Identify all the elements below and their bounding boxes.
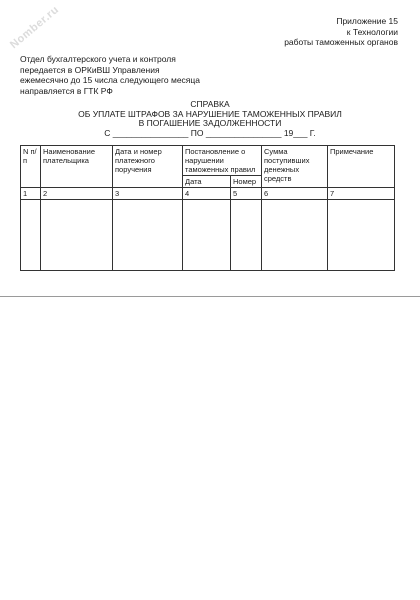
reporting-period: С ________________ ПО ________________ 19___ Г. xyxy=(104,128,316,138)
column-index: 2 xyxy=(41,188,113,200)
table-body-row xyxy=(21,200,395,271)
header-amount: Сумма поступивших денежных средств xyxy=(262,146,328,188)
routing-note xyxy=(20,54,200,96)
column-index: 1 xyxy=(21,188,41,200)
appendix-note xyxy=(284,16,398,48)
header-resolution: Постановление о нарушении таможенных правил xyxy=(183,146,262,176)
column-index: 5 xyxy=(231,188,262,200)
table-cell xyxy=(183,200,231,271)
fines-table xyxy=(20,145,395,271)
header-number: N п/п xyxy=(21,146,41,188)
title-line-3: В ПОГАШЕНИЕ ЗАДОЛЖЕННОСТИ xyxy=(138,118,282,128)
routing-line-3: ежемесячно до 15 числа следующего месяца xyxy=(20,75,201,85)
appendix-line-2: к Технологии xyxy=(346,26,398,37)
table-cell xyxy=(21,200,41,271)
table-cell xyxy=(262,200,328,271)
page-separator xyxy=(0,296,420,297)
document-title xyxy=(0,100,420,129)
appendix-line-1: Приложение 15 xyxy=(336,16,398,26)
header-resolution-date: Дата xyxy=(183,176,231,188)
column-index: 4 xyxy=(183,188,231,200)
routing-line-2: передается в ОРКиВШ Управления xyxy=(20,64,160,75)
header-note: Примечание xyxy=(328,146,395,188)
header-payer: Наименование плательщика xyxy=(41,146,113,188)
table-cell xyxy=(41,200,113,271)
table-cell xyxy=(328,200,395,271)
column-index: 7 xyxy=(328,188,395,200)
title-line-2: ОБ УПЛАТЕ ШТРАФОВ ЗА НАРУШЕНИЕ ТАМОЖЕННЫХ ПРАВИЛ xyxy=(78,108,342,119)
watermark: Nomber.ru xyxy=(8,3,62,52)
routing-line-1: Отдел бухгалтерского учета и контроля xyxy=(20,54,176,64)
table-header-row xyxy=(21,146,395,176)
title-line-1: СПРАВКА xyxy=(190,99,230,109)
table-cell xyxy=(113,200,183,271)
header-resolution-number: Номер xyxy=(231,176,262,188)
column-index: 3 xyxy=(113,188,183,200)
table-cell xyxy=(231,200,262,271)
appendix-line-3: работы таможенных органов xyxy=(284,37,398,47)
column-index-row xyxy=(21,188,395,200)
column-index: 6 xyxy=(262,188,328,200)
header-payment-order: Дата и номер платежного поручения xyxy=(113,146,183,188)
routing-line-4: направляется в ГТК РФ xyxy=(20,85,113,96)
